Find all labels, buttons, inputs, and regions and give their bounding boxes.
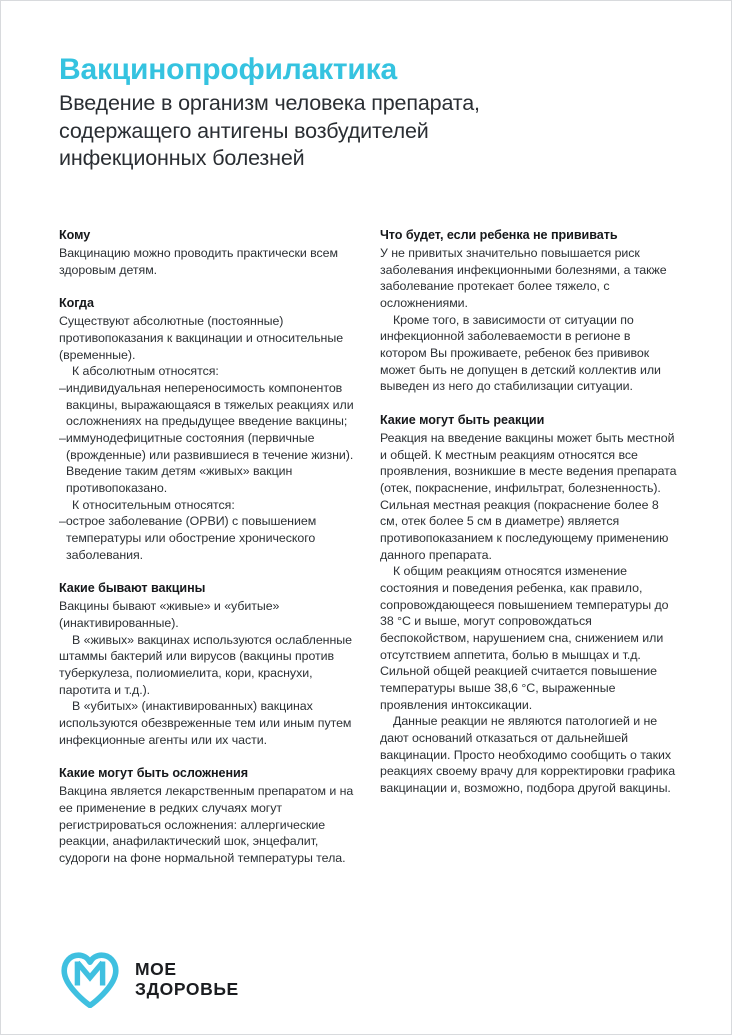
section-reakcii <box>380 412 678 797</box>
section-paragraph: Реакция на введение вакцины может быть местной и общей. К местным реакциям относятся все проявления, возникшие в месте ведения препарата (отек, покраснение, инфильтрат, болезненность). Сильная местная реакция (покраснение более 8 см, отек более 5 см в диаметре) является противопоказанием к последующему применению данного препарата. <box>380 431 677 562</box>
section-heading: Что будет, если ребенка не прививать <box>380 228 618 242</box>
section-paragraph: В «убитых» (инактивированных) вакцинах используются обезвреженные тем или иным путем инфекционные агенты или их части. <box>59 699 352 747</box>
section-paragraph: Кроме того, в зависимости от ситуации по инфекционной заболеваемости в регионе в котором Вы проживаете, ребенок без прививок может быть не допущен в детский коллектив или выведен из него до стабилизации ситуации. <box>380 312 661 394</box>
section-paragraph: К абсолютным относятся: <box>72 364 219 379</box>
right-column <box>380 227 678 867</box>
section-heading: Кому <box>59 228 91 242</box>
subtitle-line: инфекционных болезней <box>59 146 305 171</box>
section-heading: Какие могут быть осложнения <box>59 766 249 781</box>
heart-m-logo-icon <box>59 952 121 1008</box>
section-paragraph: К общим реакциям относятся изменение состояния и поведения ребенка, как правило, сопровождающееся повышением температуры до 38 °С и выше, могут сопровождаться беспокойством, нарушением сна, снижением или отсутствием аппетита, болью в мышцах и т.д. Сильной общей реакцией считается повышение температуры выше 38,6 °С, выраженные проявления интоксикации. <box>380 564 669 712</box>
section-paragraph: К относительным относятся: <box>72 497 235 512</box>
logo-line-1: МОЕ <box>135 959 177 980</box>
section-heading: Какие могут быть реакции <box>380 413 545 428</box>
left-column <box>59 227 357 867</box>
section-paragraph: В «живых» вакцинах используются ослабленные штаммы бактерий или вирусов (вакцины против туберкулеза, полиомиелита, кори, краснухи, паротита и т.д.). <box>59 632 352 697</box>
section-paragraph: –индивидуальная непереносимость компонентов вакцины, выражающаяся в тяжелых реакциях или осложнениях на предыдущее введение вакцины; <box>59 381 354 429</box>
page-title: Вакцинопрофилактика <box>59 53 397 86</box>
section-paragraph: Вакцины бывают «живые» и «убитые» (инактивированные). <box>59 599 280 631</box>
section-komu <box>59 227 357 278</box>
section-kakie-byvayut-vakciny <box>59 580 357 748</box>
section-paragraph: –острое заболевание (ОРВИ) с повышением температуры или обострение хронического заболевания. <box>59 514 317 562</box>
section-kogda <box>59 295 357 563</box>
section-paragraph: Данные реакции не являются патологией и не дают оснований отказаться от дальнейшей вакцинации. Просто необходимо сообщить о таких реакциях своему врачу для корректировки графика вакцинации и, возможно, подбора другой вакцины. <box>380 714 676 796</box>
subtitle-line: Введение в организм человека препарата, <box>59 91 480 115</box>
logo-wordmark <box>135 960 239 999</box>
section-paragraph: Вакцина является лекарственным препаратом и на ее применение в редких случаях могут регистрироваться осложнения: аллергические реакции, анафилактический шок, энцефалит, судороги на фоне нормальной температуры тела. <box>59 784 354 866</box>
section-paragraph: Вакцинацию можно проводить практически всем здоровым детям. <box>59 246 338 277</box>
section-paragraph: Существуют абсолютные (постоянные) противопоказания к вакцинации и относительные (временные). <box>59 314 344 362</box>
section-heading: Какие бывают вакцины <box>59 581 206 596</box>
section-paragraph: У не привитых значительно повышается риск заболевания инфекционными болезнями, а также заболевание протекает более тяжело, с осложнениями. <box>380 246 667 311</box>
section-oslozhneniya <box>59 765 357 866</box>
section-heading: Когда <box>59 296 94 311</box>
footer-logo <box>59 952 239 1008</box>
logo-line-2: ЗДОРОВЬЕ <box>135 979 239 999</box>
page-subtitle <box>59 90 659 173</box>
document-header <box>59 53 659 173</box>
section-ne-privivat <box>380 227 678 395</box>
section-paragraph: –иммунодефицитные состояния (первичные (врожденные) или развившиеся в течение жизни). Введение таким детям «живых» вакцин противопоказано. <box>59 431 354 496</box>
article-columns <box>59 227 679 867</box>
subtitle-line: содержащего антигены возбудителей <box>59 118 429 143</box>
